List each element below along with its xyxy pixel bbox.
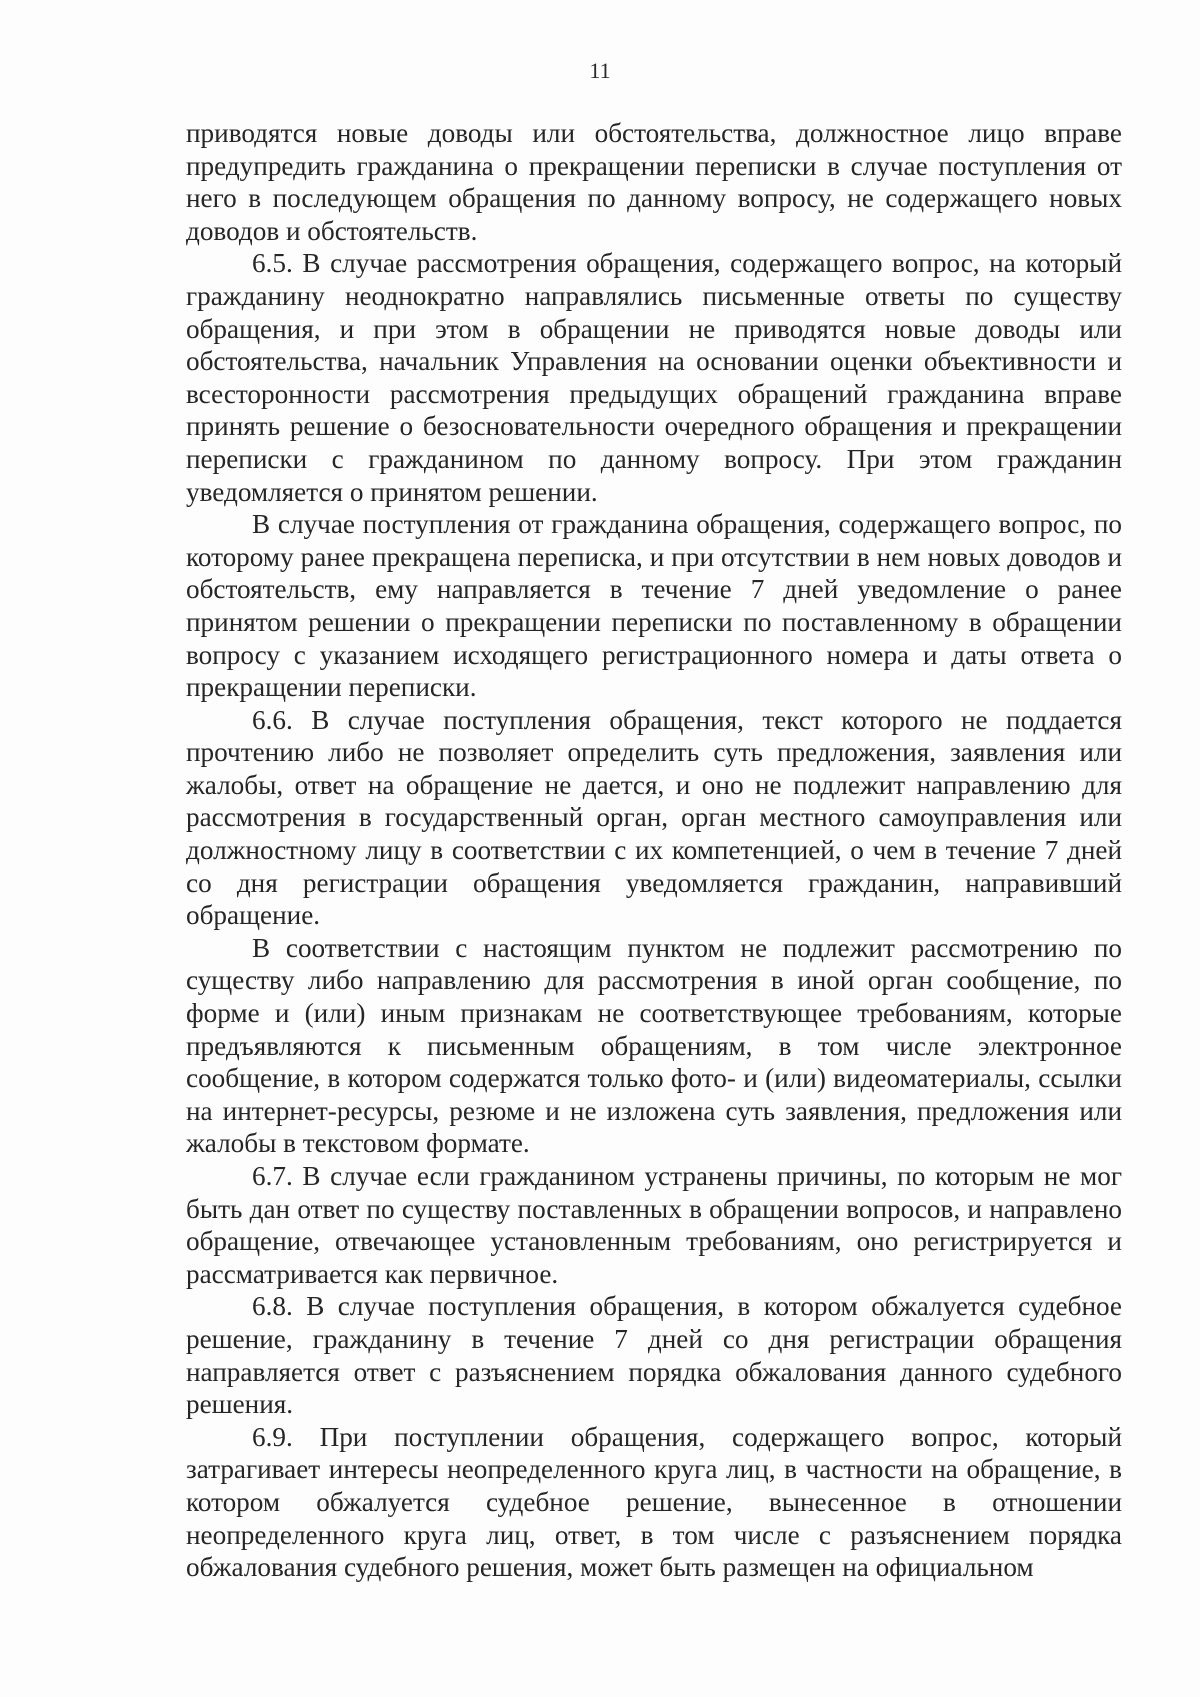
paragraph-6-8: 6.8. В случае поступления обращения, в котором обжалуется судебное решение, гражданину в течение 7 дней со дня регистрации обращения направляется ответ с разъяснением порядка обжалования данного судебного решения.	[186, 1291, 1122, 1420]
page-number: 11	[589, 58, 611, 83]
paragraph-6-7: 6.7. В случае если гражданином устранены причины, по которым не мог быть дан ответ по существу поставленных в обращении вопросов, и направлено обращение, отвечающее установленным требованиям, оно регистрируется и рассматривается как первичное.	[186, 1161, 1122, 1289]
paragraph-6-6-electronic: В соответствии с настоящим пунктом не подлежит рассмотрению по существу либо направлению для рассмотрения в иной орган сообщение, по форме и (или) иным признакам не соответствующее требованиям, которые предъявляются к письменным обращениям, в том числе электронное сообщение, в котором содержатся только фото- и (или) видеоматериалы, ссылки на интернет-ресурсы, резюме и не изложена суть заявления, предложения или жалобы в текстовом формате.	[186, 932, 1122, 1159]
document-body	[186, 117, 1122, 1584]
paragraph-6-9: 6.9. При поступлении обращения, содержащего вопрос, который затрагивает интересы неопределенного круга лиц, в частности на обращение, в котором обжалуется судебное решение, вынесенное в отношении неопределенного круга лиц, ответ, в том числе с разъяснением порядка обжалования судебного решения, может быть размещен на официальном	[186, 1421, 1122, 1583]
paragraph-continuation: приводятся новые доводы или обстоятельства, должностное лицо вправе предупредить гражданина о прекращении переписки в случае поступления от него в последующем обращения по данному вопросу, не содержащего новых доводов и обстоятельств.	[186, 118, 1122, 246]
paragraph-6-5: 6.5. В случае рассмотрения обращения, содержащего вопрос, на который гражданину неоднократно направлялись письменные ответы по существу обращения, и при этом в обращении не приводятся новые доводы или обстоятельства, начальник Управления на основании оценки объективности и всесторонности рассмотрения предыдущих обращений гражданина вправе принять решение о безосновательности очередного обращения и прекращении переписки с гражданином по данному вопросу. При этом гражданин уведомляется о принятом решении.	[186, 248, 1122, 507]
paragraph-6-5-notice: В случае поступления от гражданина обращения, содержащего вопрос, по которому ранее прекращена переписка, и при отсутствии в нем новых доводов и обстоятельств, ему направляется в течение 7 дней уведомление о ранее принятом решении о прекращении переписки по поставленному в обращении вопросу с указанием исходящего регистрационного номера и даты ответа о прекращении переписки.	[186, 509, 1122, 703]
paragraph-6-6: 6.6. В случае поступления обращения, текст которого не поддается прочтению либо не позволяет определить суть предложения, заявления или жалобы, ответ на обращение не дается, и оно не подлежит направлению для рассмотрения в государственный орган, орган местного самоуправления или должностному лицу в соответствии с их компетенцией, о чем в течение 7 дней со дня регистрации обращения уведомляется гражданин, направивший обращение.	[186, 704, 1122, 931]
